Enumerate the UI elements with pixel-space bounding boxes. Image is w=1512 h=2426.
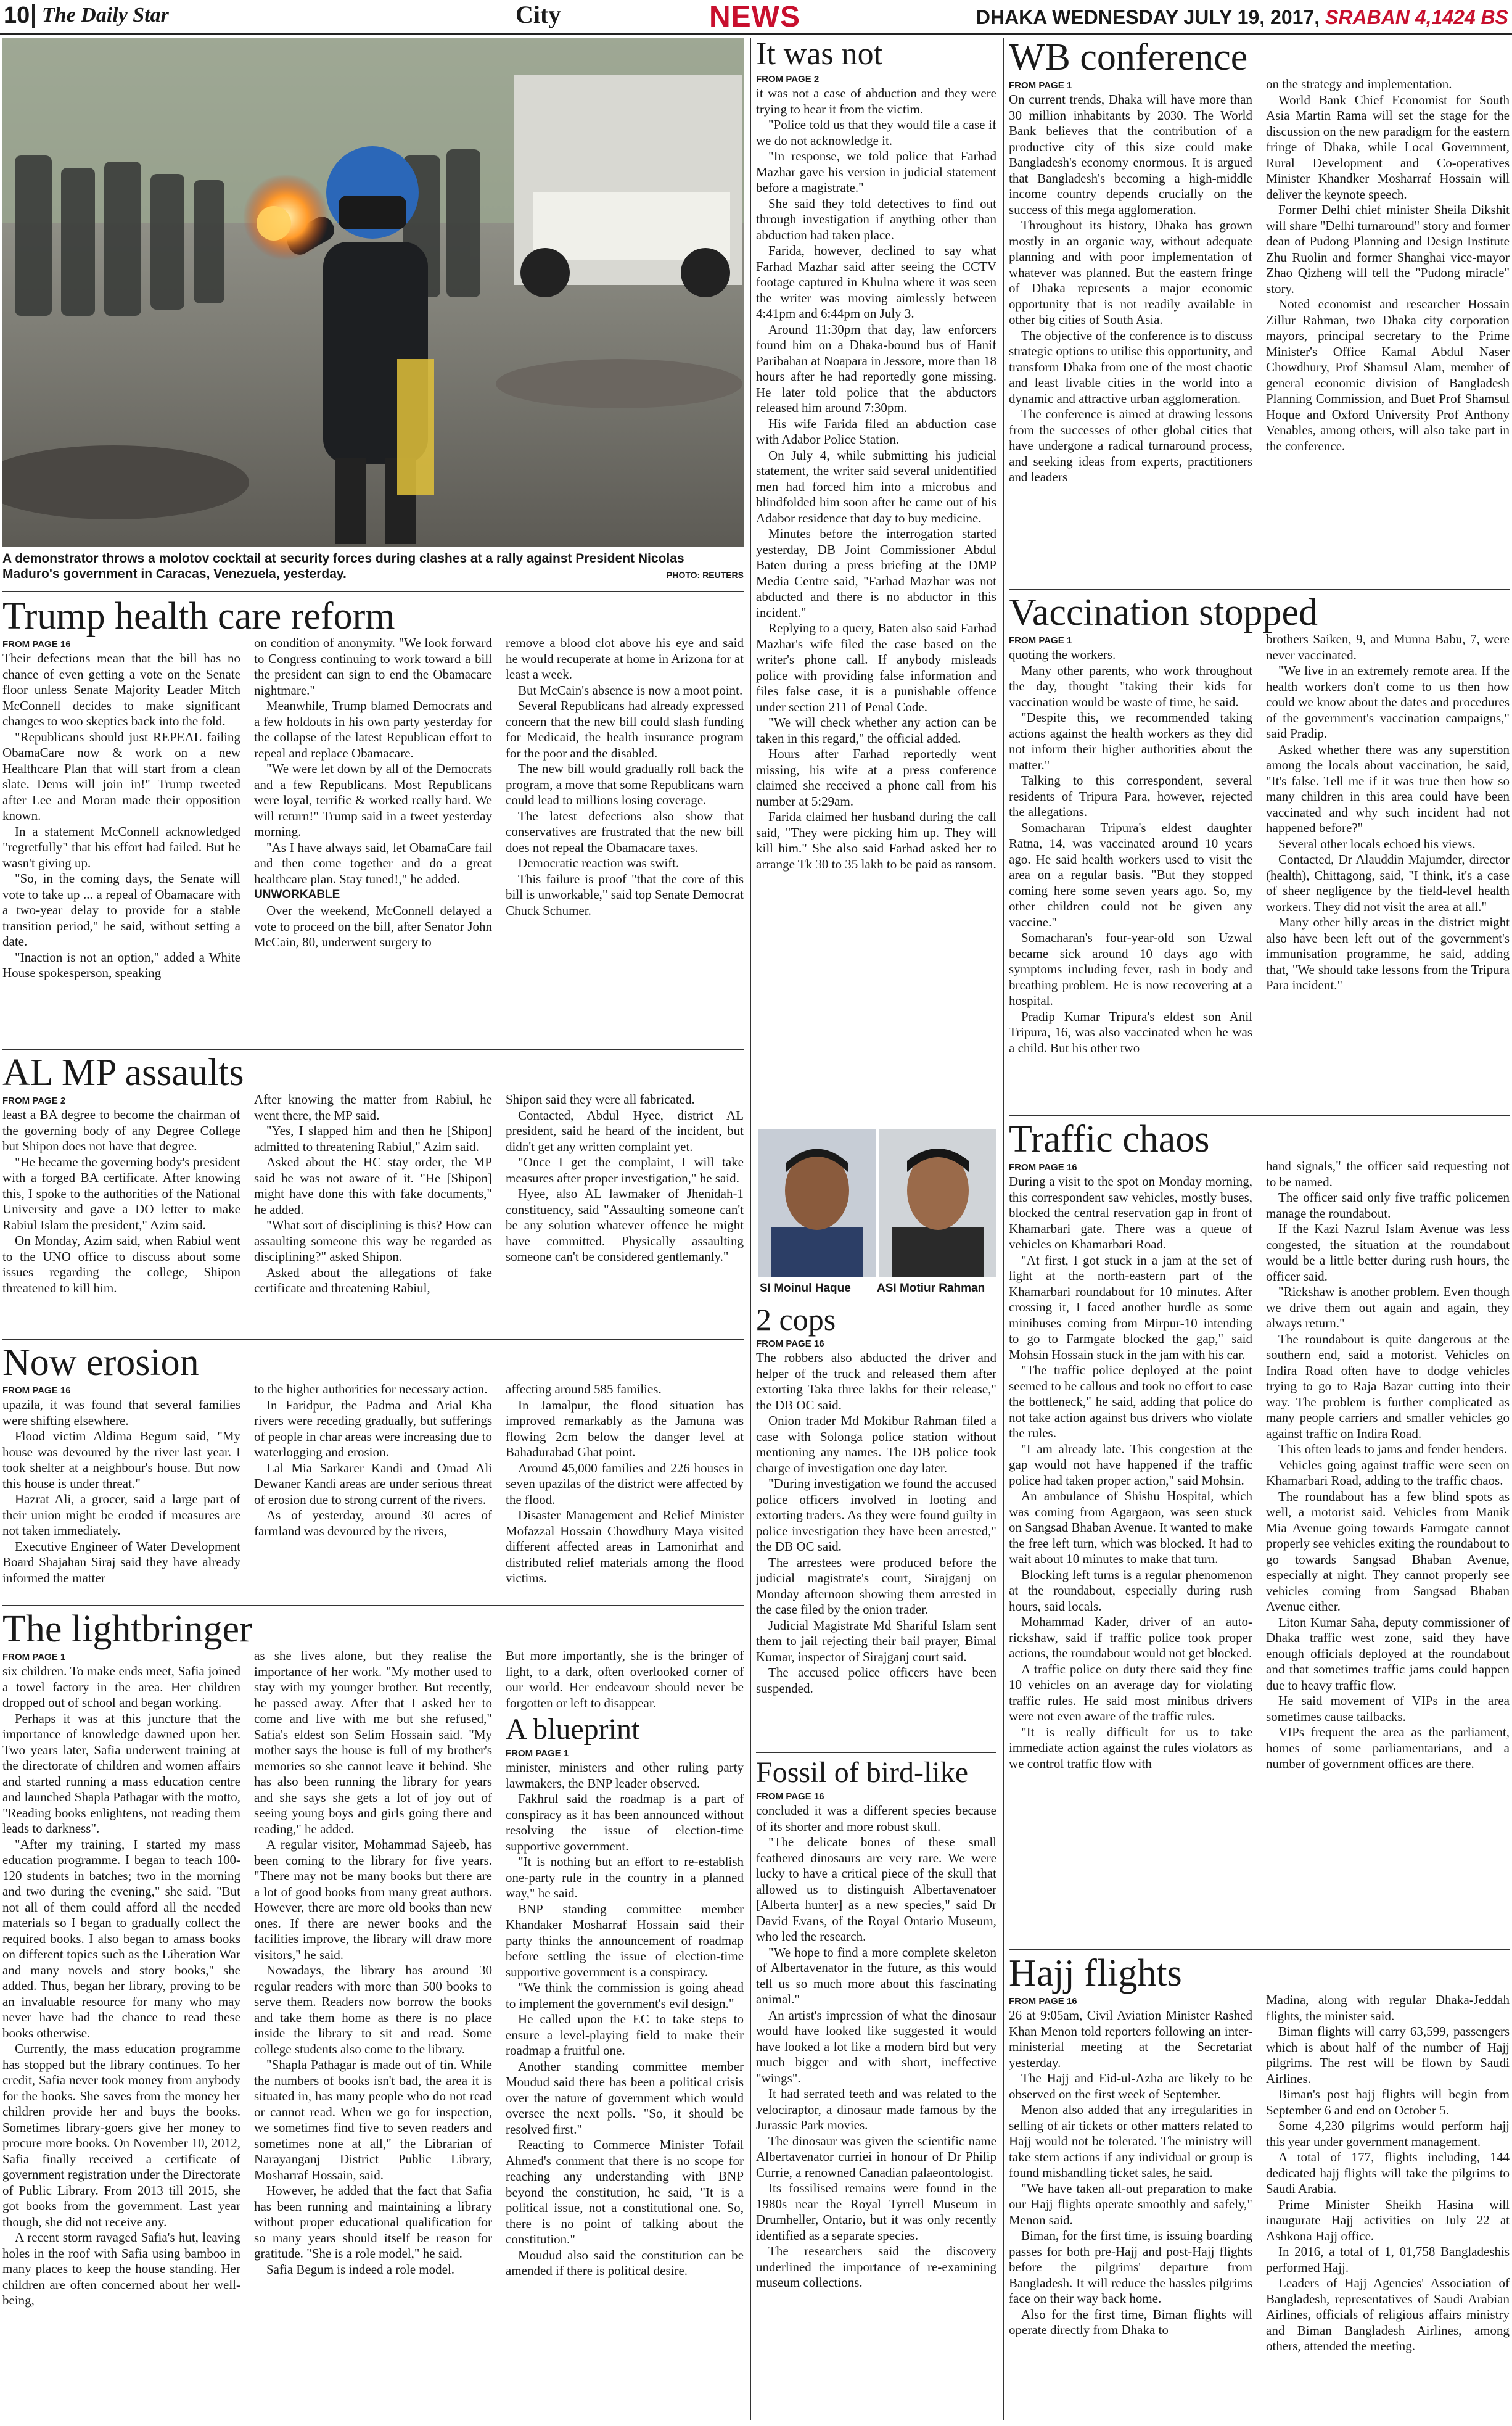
paragraph: "I am already late. This congestion at the gap would not have happened if the traffic police had taken proper action," said Mohsin. xyxy=(1009,1441,1252,1488)
paragraph: Nowadays, the library has around 30 regular readers with more than 500 books to serve them. Readers now borrow the books and take them home as there is no place inside the library to sit and read. Some college students also come to the library. xyxy=(254,1963,492,2057)
paragraph: But McCain's absence is now a moot point. xyxy=(518,682,743,698)
paragraph: The latest defections also show that conservatives are frustrated that the new bill does not repeal the Obamacare taxes. xyxy=(506,808,744,855)
paragraph: Lal Mia Sarkarer Kandi and Omad Ali Dewaner Kandi areas are under serious threat of erosion due to strong current of the rivers. xyxy=(254,1460,492,1507)
cop-portrait-left xyxy=(758,1129,876,1277)
headline: A blueprint xyxy=(506,1713,640,1746)
paragraph: Leaders of Hajj Agencies' Association of Bangladesh, representatives of Saudi Arabian Airlines, officials of religious affairs ministry and Biman Bangladesh Airlines, among others, attended the meeting. xyxy=(1266,2275,1510,2353)
column xyxy=(506,1092,744,1332)
paragraph: Menon also added that any irregularities in selling of air tickets or other matters related to Hajj would not be tolerated. The ministry will take stern actions if any individual or group is found mishandling ticket sales, he said. xyxy=(1009,2102,1252,2180)
headline: The lightbringer xyxy=(2,1608,252,1650)
column xyxy=(1266,1992,1510,2418)
article-traffic xyxy=(1009,1120,1510,1947)
paragraph: "We were let down by all of the Democrats and a few Republicans. Most Republicans were loyal, terrific & worked really hard. We will return!" Trump said in a tweet yesterday morning. xyxy=(254,761,492,839)
paragraph: Several Republicans had already expressed concern that the new bill could slash funding for Medicaid, the health insurance program for the poor and the disabled. xyxy=(506,698,744,761)
paragraph: "As I have always said, let ObamaCare fail and then come together and do a great healthcare plan. Stay tuned!," he added. xyxy=(254,840,492,886)
paragraph: Talking to this correspondent, several residents of Tripura Para, however, rejected the allegations. xyxy=(1009,773,1252,819)
paragraph: Judicial Magistrate Md Shariful Islam sent them to jail rejecting their bail prayer, Bimal Kumar, inspector of Sirajganj court said. xyxy=(756,1617,996,1664)
jump-label: FROM PAGE 16 xyxy=(756,1339,824,1349)
paragraph: If the Kazi Nazrul Islam Avenue was less congested, the situation at the roundabout would be a little better during rush hours, the officer said. xyxy=(1266,1221,1510,1284)
masthead xyxy=(0,0,1512,35)
column-rule xyxy=(750,38,751,2420)
paragraph: Their defections mean that the bill has no chance of even getting a vote on the Senate floor unless Senate Majority Leader Mitch McConnell decides to make significant changes to woo skeptics back into the fold. xyxy=(2,651,240,728)
paragraph: However, he added that the fact that Safia has been running and maintaining a library without proper educational qualification for so many years should itself be reason for gratitude. "She is a role model," he said. xyxy=(254,2183,492,2261)
column xyxy=(1266,1158,1510,1942)
paragraph: "It is nothing but an effort to re-establish one-party rule in the country in a planned way," he said. xyxy=(506,1854,744,1900)
paragraph: "Despite this, we recommended taking actions against the health workers as they did not inform their higher authorities about the matter." xyxy=(1009,710,1252,772)
paragraph: Somacharan Tripura's eldest daughter Ratna, 14, was vaccinated around 10 years ago. He said health workers used to visit the area on a regular basis. "But they stopped coming here some seven years ago. So, my other children could not be given any vaccine." xyxy=(1009,820,1252,930)
jump-label: FROM PAGE 16 xyxy=(756,1791,824,1802)
rule-after-traffic xyxy=(1009,1949,1510,1950)
paragraph: "It is really difficult for us to take immediate action against the rules violators as we control traffic flow with xyxy=(1009,1724,1252,1771)
paragraph: A traffic police on duty there said they fine 10 vehicles on an average day for violating traffic rules. He said most minibus drivers were not even aware of the traffic rules. xyxy=(1009,1661,1252,1723)
paragraph: The conference is aimed at drawing lessons from the successes of other global cities that have undergone a radical turnaround process, and seeking ideas from experts, practitioners and leaders xyxy=(1009,406,1252,484)
paragraph: Some 4,230 pilgrims would perform hajj this year under government management. xyxy=(1266,2118,1510,2149)
paragraph: Replying to a query, Baten also said Farhad Mazhar's wife filed the case based on the writer's phone call. If anybody misleads police with providing false information and files false case, it is a punishable offence under section 211 of Penal Code. xyxy=(756,621,996,714)
paragraph: In 2016, a total of 1, 01,758 Bangladeshis performed Hajj. xyxy=(1266,2244,1510,2275)
paragraph: Hours after Farhad reportedly went missing, his wife at a press conference claimed she received a phone call from his number at 5:29am. xyxy=(756,746,996,809)
headline: Hajj flights xyxy=(1009,1952,1182,1994)
article-trump xyxy=(2,597,744,1045)
article-erosion xyxy=(2,1343,744,1604)
column xyxy=(506,635,744,1036)
paragraph: "Once I get the complaint, I will take measures after proper investigation," he said. xyxy=(506,1155,744,1186)
jump-label: FROM PAGE 1 xyxy=(1009,80,1072,91)
column xyxy=(1009,76,1252,582)
column xyxy=(2,1648,240,2419)
paragraph: concluded it was a different species because of its shorter and more robust skull. xyxy=(756,1803,996,1834)
paragraph: A regular visitor, Mohammad Sajeeb, has been coming to the library for five years. "There may not be many books but there are a lot of good books from many great authors. However, there are more old books than new ones. If there are newer books and the facilities improve, the library will draw more visitors," he said. xyxy=(254,1837,492,1962)
paragraph: The dinosaur was given the scientific name Albertavenator curriei in honour of Dr Philip Currie, a renowned Canadian palaeontologist. xyxy=(756,2133,996,2180)
jump-label: FROM PAGE 1 xyxy=(506,1748,569,1759)
column xyxy=(2,1092,240,1332)
date-line xyxy=(976,6,1508,29)
paragraph: least a BA degree to become the chairman of the governing body of any Degree College but Shipon does not have that degree. xyxy=(2,1107,240,1153)
paragraph: Blocking left turns is a regular phenomenon at the roundabout, especially during rush hours, said locals. xyxy=(1009,1567,1252,1614)
paragraph: The robbers also abducted the driver and helper of the truck and released them after extorting Taka three lakhs for their release," the DB OC said. xyxy=(756,1350,996,1413)
column xyxy=(756,70,996,872)
paragraph: it was not a case of abduction and they were trying to hear it from the victim. xyxy=(756,86,996,117)
column-rule xyxy=(1003,38,1004,2420)
paragraph: On current trends, Dhaka will have more than 30 million inhabitants by 2030. The World Bank believes that the contribution of a productive city of this size could make Bangladesh's economy enormous. It is argued that Bangladesh's becoming a high-middle income country depends crucially on the success of this mega agglomeration. xyxy=(1009,92,1252,217)
rule-after-vaccination xyxy=(1009,1115,1510,1116)
paragraph: He called upon the EC to take steps to ensure a level-playing field to make their roadmap a fruitful one. xyxy=(506,2011,744,2058)
paragraph: 26 at 9:05am, Civil Aviation Minister Rashed Khan Menon told reporters following an inter-ministerial meeting at the Secretariat yesterday. xyxy=(1009,2008,1252,2070)
paragraph: Its fossilised remains were found in the 1980s near the Royal Tyrrell Museum in Drumheller, Ontario, but it was only recently identified as a separate species. xyxy=(756,2181,996,2243)
article-it-was-not xyxy=(756,38,996,1123)
headline: WB conference xyxy=(1009,36,1248,78)
column xyxy=(506,1648,744,2419)
caption-right: ASI Motiur Rahman xyxy=(877,1282,985,1295)
paragraph: "We have taken all-out preparation to make our Hajj flights operate smoothly and safely," Menon said. xyxy=(1009,2181,1252,2227)
paragraph: affecting around 585 families. xyxy=(506,1382,662,1397)
column xyxy=(254,635,492,1036)
paragraph: Throughout its history, Dhaka has grown mostly in an organic way, without adequate planning and with poor implementation of whatever was planned. But the eastern fringe of Dhaka represents a major economic opportunity that is not readily available in other big cities of South Asia. xyxy=(1009,218,1252,327)
paragraph: "He became the governing body's president with a forged BA certificate. After knowing this, I spoke to the authorities of the National University and gave a DO letter to make Rabiul Islam the president," Azim said. xyxy=(2,1154,240,1232)
paragraph: Hazrat Ali, a grocer, said a large part of their union might be eroded if measures are not taken immediately. xyxy=(2,1491,240,1538)
paragraph: An ambulance of Shishu Hospital, which was coming from Agargaon, was seen stuck on Sangsad Bhaban Avenue. It wanted to make the free left turn, which was blocked. It had to wait about 10 minutes to make that turn. xyxy=(1009,1488,1252,1566)
paragraph: "So, in the coming days, the Senate will vote to take up ... a repeal of Obamacare with a two-year delay to provide for a stable transition period," he said, without setting a date. xyxy=(2,871,240,949)
paragraph: to the higher authorities for necessary action. xyxy=(254,1382,488,1397)
demonstrator-photo-image xyxy=(2,38,744,547)
paragraph: His wife Farida filed an abduction case with Adabor Police Station. xyxy=(756,416,996,447)
photo-cop-left xyxy=(758,1129,876,1277)
paragraph: "After my training, I started my mass education programme. I began to teach 100-120 students in batches; two in the morning and two during the evening," she said. "But not all of them could afford all the needed materials so I began to gradually collect the required books. I also began to amass books on different topics such as the Liberation War and many novels and story books," she added. Thus, began her library, proving to be an invaluable resource for many who may never have had the chance to read these books otherwise. xyxy=(2,1836,240,2040)
paragraph: "In response, we told police that Farhad Mazhar gave his version in judicial statement before a magistrate." xyxy=(756,149,996,195)
jump-label: FROM PAGE 16 xyxy=(2,639,71,650)
paragraph: Several other locals echoed his views. xyxy=(1278,836,1476,851)
headline: Now erosion xyxy=(2,1342,199,1384)
column xyxy=(756,1335,996,1696)
page-number-divider xyxy=(32,4,35,28)
paragraph: Democratic reaction was swift. xyxy=(518,856,680,870)
jump-label: FROM PAGE 16 xyxy=(1009,1996,1077,2007)
paragraph: Perhaps it was at this juncture that the importance of knowledge dawned upon her. Two years later, Safia underwent training at the directorate of children and women affairs and started running a mass education centre and launched Shapla Pathagar with the motto, "Reading books enlightens, not reading them leads to darkness". xyxy=(2,1710,240,1836)
photo-caption xyxy=(2,551,744,582)
paragraph: She said they told detectives to find out through investigation if anything other than abduction had taken place. xyxy=(756,196,996,242)
paragraph: "We live in an extremely remote area. If the health workers don't come to us then how could we know about the dates and procedures of the government's vaccination campaigns," said Pradip. xyxy=(1266,663,1510,741)
photo-cop-right xyxy=(879,1129,996,1277)
paragraph: quoting the workers. xyxy=(1009,647,1116,662)
headline: Vaccination stopped xyxy=(1009,592,1318,633)
paragraph: Asked whether there was any superstition among the locals about vaccination, he said, "It's false. Tell me if it was true then how so many children in this area could have been vaccinated and why such incident had not happened before?" xyxy=(1266,741,1510,835)
headline: 2 cops xyxy=(756,1304,836,1337)
paragraph: On July 4, while submitting his judicial statement, the writer said several unidentified men had forced him into a microbus and blindfolded him soon after he came out of his Adabor residence that day to buy medicine. xyxy=(756,447,996,526)
paragraph: as she lives alone, but they realise the importance of her work. "My mother used to stay with my younger brother. But recently, he passed away. After that I asked her to come and live with me but she refused," Safia's eldest son Selim Hossain said. "My mother says the house is full of my brother's memories so she cannot leave it behind. She has also been running the library for years and she says she gets a lot of joy out of seeing young boys and girls going there and reading," he added. xyxy=(254,1648,492,1836)
paragraph: Mohammad Kader, driver of an auto-rickshaw, said if traffic police took proper actions, the roundabout would not get blocked. xyxy=(1009,1614,1252,1661)
paragraph: Around 45,000 families and 226 houses in seven upazilas of the district were affected by the flood. xyxy=(506,1460,744,1507)
paragraph: The arrestees were produced before the judicial magistrate's court, Sirajganj on Monday afternoon showing them arrested in the case filed by the onion trader. xyxy=(756,1554,996,1617)
jump-label: FROM PAGE 16 xyxy=(2,1385,71,1396)
paragraph: "During investigation we found the accused police officers involved in looting and extorting traders. As they were found guilty in police investigation they have been arrested," the DB OC said. xyxy=(756,1476,996,1554)
jump-label: FROM PAGE 1 xyxy=(2,1652,66,1662)
paragraph: The Hajj and Eid-ul-Azha are likely to be observed on the first week of September. xyxy=(1009,2071,1252,2102)
paragraph: Liton Kumar Saha, deputy commissioner of Dhaka traffic west zone, said they have enough officials deployed at the roundabout and that sometimes traffic jams could happen due to heavy traffic flow. xyxy=(1266,1614,1510,1693)
paragraph: Minutes before the interrogation started yesterday, DB Joint Commissioner Abdul Baten during a press briefing at the DMP Media Centre said, "Farhad Mazhar was not abducted and there is no abductor in this incident." xyxy=(756,526,996,620)
paragraph: As of yesterday, around 30 acres of farmland was devoured by the rivers, xyxy=(254,1508,492,1538)
paragraph: Prime Minister Sheikh Hasina will inaugurate Hajj activities on July 22 at Ashkona Hajj office. xyxy=(1266,2197,1510,2243)
article-fossil xyxy=(756,1758,996,2422)
rule-after-cops xyxy=(756,1752,996,1753)
paragraph: During a visit to the spot on Monday morning, this correspondent saw vehicles, mostly buses, blocked the central reservation gap in front of Khamarbari gate. There was a queue of vehicles on Khamarbari Road. xyxy=(1009,1174,1252,1252)
column xyxy=(254,1648,492,2419)
rule-after-caption xyxy=(2,591,744,592)
paragraph: A recent storm ravaged Safia's hut, leaving holes in the roof with Safia using bamboo in many places to keep the house standing. Her children are often concerned about her well-being, xyxy=(2,2230,240,2308)
paragraph: Madina, along with regular Dhaka-Jeddah flights, the minister said. xyxy=(1266,1992,1510,2023)
paragraph: "Inaction is not an option," added a White House spokesperson, speaking xyxy=(2,949,240,980)
paragraph: Pradip Kumar Tripura's eldest son Anil Tripura, 16, was also vaccinated when he was a child. But his other two xyxy=(1009,1009,1252,1055)
paragraph: Farida, however, declined to say what Farhad Mazhar said after seeing the CCTV footage captured in Khulna where it was seen the writer was moving aimlessly between 4:41pm and 6:44pm on July 3. xyxy=(756,243,996,321)
column xyxy=(1266,76,1510,582)
paragraph: Moudud also said the constitution can be amended if there is political desire. xyxy=(506,2247,744,2278)
paragraph: hand signals," the officer said requesting not to be named. xyxy=(1266,1158,1510,1189)
paragraph: Reacting to Commerce Minister Tofail Ahmed's comment that there is no scope for reaching any understanding with BNP beyond the constitution, he said, "It is a political issue, not a constitutional one. So, there is no point of talking about the constitution." xyxy=(506,2137,744,2247)
paragraph: Many other parents, who work throughout the day, thought "taking their kids for vaccination would be waste of time, he said. xyxy=(1009,662,1252,709)
headline: It was not xyxy=(756,38,883,72)
category-label: NEWS xyxy=(709,1,800,33)
gregorian-date: DHAKA WEDNESDAY JULY 19, 2017, xyxy=(976,6,1320,28)
paragraph: Meanwhile, Trump blamed Democrats and a few holdouts in his own party yesterday for the collapse of the latest Republican effort to repeal and replace Obamacare. xyxy=(254,698,492,761)
column xyxy=(506,1382,744,1599)
paragraph: minister, ministers and other ruling party lawmakers, the BNP leader observed. xyxy=(506,1760,744,1791)
headline: Traffic chaos xyxy=(1009,1118,1210,1160)
article-hajj xyxy=(1009,1954,1510,2423)
paragraph: World Bank Chief Economist for South Asia Martin Rama will set the stage for the discussion on the new paradigm for the eastern fringe of Dhaka, while Local Government, Rural Development and Co-operatives Minister Khandker Mosharraf Hossain will deliver the keynote speech. xyxy=(1266,92,1510,202)
column xyxy=(1009,632,1252,1107)
paragraph: Contacted, Abdul Hyee, district AL president, said he heard of the incident, but didn't get any written complaint yet. xyxy=(506,1107,744,1154)
paragraph: on the strategy and implementation. xyxy=(1266,76,1452,91)
paragraph: Disaster Management and Relief Minister Mofazzal Hossain Chowdhury Maya visited different affected areas in Lamonirhat and distributed relief materials among the flood victims. xyxy=(506,1508,744,1585)
headline: Trump health care reform xyxy=(2,595,395,637)
trump-col1 xyxy=(2,651,240,981)
article-al-mp xyxy=(2,1054,744,1337)
blueprint-nested xyxy=(506,1715,744,2279)
photo-demonstrator xyxy=(2,38,744,547)
paper-name: The Daily Star xyxy=(42,4,169,27)
column xyxy=(1009,1992,1252,2418)
paragraph: brothers Saiken, 9, and Munna Babu, 7, were never vaccinated. xyxy=(1266,632,1510,662)
paragraph: Vehicles going against traffic were seen on Khamarbari Road, adding to the traffic chaos. xyxy=(1266,1457,1510,1488)
paragraph: Somacharan's four-year-old son Uzwal became sick around 10 days ago with symptoms including fever, rash in body and breathing problem. He is now recovering at a hospital. xyxy=(1009,930,1252,1008)
paragraph: Biman, for the first time, is issuing boarding passes for both pre-Hajj and post-Hajj flights before the pilgrims' departure from Bangladesh. It will reduce the hassles pilgrims face on their way back home. xyxy=(1009,2228,1252,2306)
paragraph: Former Delhi chief minister Sheila Dikshit will share "Delhi turnaround" story and former dean of Pudong Planning and Design Institute Zhu Ruolin and former Shanghai vice-mayor Zhao Qizheng will tell the "Pudong miracle" story. xyxy=(1266,202,1510,296)
page-number: 10 xyxy=(4,2,30,28)
column xyxy=(254,1382,492,1599)
rule-after-al-mp xyxy=(2,1339,744,1340)
paragraph: "Shapla Pathagar is made out of tin. While the numbers of books isn't bad, the area it is situated in, has many people who do not read or cannot read. When we go for inspection, we sometimes find five to seven readers and sometimes none at all," the Librarian of Narayanganj District Public Library, Mosharraf Hossain, said. xyxy=(254,2057,492,2182)
paragraph: Safia Begum is indeed a role model. xyxy=(266,2261,455,2277)
paragraph: "Police told us that they would file a case if we do not acknowledge it. xyxy=(756,117,996,148)
subhead: UNWORKABLE xyxy=(254,888,340,901)
paragraph: VIPs frequent the area as the parliament, homes of some parliamentarians, and a number of government offices are there. xyxy=(1266,1725,1510,1771)
paragraph: "What sort of disciplining is this? How can assaulting someone this way be regarded as disciplining?" asked Shipon. xyxy=(254,1218,492,1264)
rule-after-wb xyxy=(1009,589,1510,590)
jump-label: FROM PAGE 16 xyxy=(1009,1162,1077,1173)
paragraph: Biman flights will carry 63,599, passengers which is about half of the number of Hajj pilgrims. The rest will be flown by Saudi Airlines. xyxy=(1266,2024,1510,2086)
paragraph: Currently, the mass education programme has stopped but the library continues. To her credit, Safia never took money from anybody for the books. She saves from the money her children provide her and buys the books. Sometimes library-goers give her money to procure more books. On November 10, 2012, Safia finally received a certificate of government registration under the Directorate of Public Library. From 2013 till 2015, she got books from the government. Last year though, she did not receive any. xyxy=(2,2041,240,2229)
headline: AL MP assaults xyxy=(2,1052,244,1094)
paragraph: But more importantly, she is the bringer of light, to a dark, often overlooked corner of our world. Her endeavour should never be forgotten or left to disappear. xyxy=(506,1648,744,1710)
paragraph: The officer said only five traffic policemen manage the roundabout. xyxy=(1266,1190,1510,1221)
paragraph: This failure is proof "that the core of this bill is unworkable," said top Senate Democrat Chuck Schumer. xyxy=(506,871,744,918)
paragraph: In Jamalpur, the flood situation has improved remarkably as the Jamuna was flowing 2cm below the danger level at Bahadurabad Ghat point. xyxy=(506,1397,744,1459)
paragraph: The researchers said the discovery underlined the importance of re-examining museum collections. xyxy=(756,2243,996,2290)
paragraph: "Rickshaw is another problem. Even though we drive them out again and again, they always return." xyxy=(1266,1284,1510,1331)
paragraph: Farida claimed her husband during the call said, "They were picking him up. They will kill him." She also said Farhad asked her to arrange Tk 30 to 35 lakh to be paid as ransom. xyxy=(756,809,996,872)
article-vaccination xyxy=(1009,593,1510,1112)
paragraph: on condition of anonymity. "We look forward to Congress continuing to work toward a bill the president can sign to end the Obamacare nightmare." xyxy=(254,635,492,698)
paragraph: Executive Engineer of Water Development Board Shajahan Siraj said they have already informed the matter xyxy=(2,1538,240,1585)
paragraph: It had serrated teeth and was related to the velociraptor, a dinosaur made famous by the Jurassic Park movies. xyxy=(756,2086,996,2132)
paragraph: six children. To make ends meet, Safia joined a towel factory in the area. Her children dropped out of school and began working. xyxy=(2,1664,240,1710)
section-name: City xyxy=(516,1,561,28)
jump-label: FROM PAGE 2 xyxy=(2,1095,66,1106)
paragraph: An artist's impression of what the dinosaur would have looked like suggested it would have looked a lot like a modern bird but very much bigger and with short, ineffective "wings". xyxy=(756,2007,996,2086)
paragraph: In a statement McConnell acknowledged "regretfully" that his effort had failed. But he wasn't giving up. xyxy=(2,823,240,870)
paragraph: Shipon said they were all fabricated. xyxy=(506,1092,695,1107)
photo-caption-text: A demonstrator throws a molotov cocktail at security forces during clashes at a rally against President Nicolas Maduro's government in Caracas, Venezuela, yesterday. xyxy=(2,551,684,581)
paragraph: Another standing committee member Moudud said there has been a political crisis over the nature of government which would oversee the next polls. "So, it should be resolved first." xyxy=(506,2058,744,2137)
paragraph: Over the weekend, McConnell delayed a vote to proceed on the bill, after Senator John McCain, 80, underwent surgery to xyxy=(254,903,492,949)
jump-label: FROM PAGE 1 xyxy=(1009,635,1072,646)
paragraph: Also for the first time, Biman flights will operate directly from Dhaka to xyxy=(1009,2306,1252,2337)
paragraph: The new bill would gradually roll back the program, a move that some Republicans warn could lead to millions losing coverage. xyxy=(506,761,744,807)
paragraph: Many other hilly areas in the district might also have been left out of the government's immunisation programme, he said, adding that, "We should take lessons from the Tripura Para incident." xyxy=(1266,915,1510,992)
paragraph: Flood victim Aldima Begum said, "My house was devoured by the river last year. I took shelter at a neighbour's house. But now this house is under threat." xyxy=(2,1429,240,1491)
paragraph: The roundabout is quite dangerous at the southern end, said a motorist. Vehicles on Indira Road often have to dodge vehicles trying to go to Raja Bazar cutting into their way. The problem is further complicated as many people carriers and smaller vehicles go against traffic on Indira Road. xyxy=(1266,1331,1510,1441)
paragraph: "Yes, I slapped him and then he [Shipon] admitted to threatening Rabiul," Azim said. xyxy=(254,1123,492,1154)
paragraph: Around 11:30pm that day, law enforcers found him on a Dhaka-bound bus of Hanif Paribahan at Noapara in Jessore, more than 18 hours after he had reportedly gone missing. He later told police that the abductors released him around 7:30pm. xyxy=(756,321,996,415)
caption-left: SI Moinul Haque xyxy=(760,1282,851,1295)
rule-after-trump xyxy=(2,1049,744,1050)
headline: Fossil of bird-like xyxy=(756,1758,968,1789)
paragraph: Asked about the allegations of fake certificate and threatening Rabiul, xyxy=(254,1265,492,1295)
paragraph: A total of 177, flights including, 144 dedicated hajj flights will take the pilgrims to Saudi Arabia. xyxy=(1266,2150,1510,2196)
article-2-cops xyxy=(756,1304,996,1723)
column xyxy=(756,1788,996,2291)
paragraph: Fakhrul said the roadmap is a part of conspiracy as it has been announced without resolving the issue of election-time supportive government. xyxy=(506,1791,744,1854)
photo-credit: PHOTO: REUTERS xyxy=(667,570,744,580)
paragraph: After knowing the matter from Rabiul, he went there, the MP said. xyxy=(254,1092,492,1123)
paragraph: The roundabout has a few blind spots as well, a motorist said. Vehicles from Manik Mia Avenue going towards Farmgate cannot properly see vehicles exiting the roundabout to go towards Sangsad Bhaban Avenue, especially at night. They cannot properly see vehicles coming from Sangsad Bhaban Avenue either. xyxy=(1266,1488,1510,1614)
paragraph: "At first, I got stuck in a jam at the set of light at the north-eastern part of the Khamarbari roundabout for 10 minutes. After crossing it, I faced another hurdle as some minibuses coming from Mirpur-10 intending to go to Farmgate blocked the gap," said Mohsin Hossain stuck in the jam with his car. xyxy=(1009,1252,1252,1362)
column xyxy=(1009,1158,1252,1942)
paragraph: Asked about the HC stay order, the MP said he was not aware of it. "He [Shipon] might have done this with fake documents," he added. xyxy=(254,1155,492,1217)
paragraph: upazila, it was found that several families were shifting elsewhere. xyxy=(2,1397,240,1428)
article-wb-conference xyxy=(1009,38,1510,587)
rule-after-erosion xyxy=(2,1605,744,1606)
column xyxy=(2,635,240,1036)
paragraph: On Monday, Azim said, when Rabiul went to the UNO office to discuss about some issues regarding the college, Shipon threatened to kill him. xyxy=(2,1233,240,1295)
paragraph: Noted economist and researcher Hossain Zillur Rahman, two Dhaka city corporation mayors, principal secretary to the Prime Minister's Office Kamal Abdul Naser Chowdhury, Prof Shamsul Alam, member of general economic division of Bangladesh Planning Commission, and Buet Prof Shamsul Hoque and Oxford University Prof Anthony Venables, among others, will also take part in the conference. xyxy=(1266,297,1510,453)
paragraph: "Republicans should just REPEAL failing ObamaCare now & work on a new Healthcare Plan that will start from a clean slate. Dems will join in!" Trump tweeted after Lee and Moran made their opposition known. xyxy=(2,729,240,823)
paragraph: The objective of the conference is to discuss strategic options to utilise this opportunity, and transform Dhaka from one of the most chaotic and least livable cities in the world into a dynamic and attractive urban agglomeration. xyxy=(1009,328,1252,406)
paragraph: BNP standing committee member Khandaker Mosharraf Hossain said their party thinks the announcement of roadmap before settling the issue of election-time supportive government is a conspiracy. xyxy=(506,1901,744,1979)
jump-label: FROM PAGE 2 xyxy=(756,74,820,85)
column xyxy=(1266,632,1510,1107)
paragraph: Biman's post hajj flights will begin from September 6 and end on October 5. xyxy=(1266,2087,1510,2118)
cop-portrait-right xyxy=(879,1129,996,1277)
paragraph: "We hope to find a more complete skeleton of Albertavenator in the future, as this would tell us so much more about this fascinating animal." xyxy=(756,1944,996,2007)
paragraph: The accused police officers have been suspended. xyxy=(756,1665,996,1696)
paragraph: remove a blood clot above his eye and said he would recuperate at home in Arizona for at least a week. xyxy=(506,635,744,682)
paragraph: Hyee, also AL lawmaker of Jhenidah-1 constituency, said "Assaulting someone can't be any solution whatever offence he might have committed. Physically assaulting someone can't be considered gentlemanly." xyxy=(506,1186,744,1264)
paragraph: Onion trader Md Mokibur Rahman filed a case with Solonga police station without mentioning any names. The DB police took charge of investigation one day later. xyxy=(756,1413,996,1475)
paragraph: Contacted, Dr Alauddin Majumder, director (health), Chittagong, said, "I think, it's a case of sheer negligence by the field-level health workers. They did not visit the area at all." xyxy=(1266,852,1510,914)
column xyxy=(2,1382,240,1599)
bangla-date: SRABAN 4,1424 BS xyxy=(1325,6,1508,28)
paragraph: He said movement of VIPs in the area sometimes cause tailbacks. xyxy=(1266,1693,1510,1724)
paragraph: "We think the commission is going ahead to implement the government's evil design." xyxy=(506,1980,744,2011)
paragraph: "The delicate bones of these small feathered dinosaurs are very rare. We were lucky to have a critical piece of the skull that allowed us to distinguish Albertavenatoer [Alberta hunter] as a new species," said Dr David Evans, of the Royal Ontario Museum, who led the research. xyxy=(756,1834,996,1944)
article-lightbringer xyxy=(2,1610,744,2423)
paragraph: This often leads to jams and fender benders. xyxy=(1278,1442,1507,1456)
column xyxy=(254,1092,492,1332)
paragraph: "We will check whether any action can be taken in this regard," the official added. xyxy=(756,715,996,746)
paragraph: "The traffic police deployed at the point seemed to be callous and took no effort to ease the bottleneck," he said, adding that police do not take action against bus drivers who violate the rules. xyxy=(1009,1363,1252,1440)
paragraph: In Faridpur, the Padma and Arial Kha rivers were receding gradually, but sufferings of people in char areas were increasing due to waterlogging and erosion. xyxy=(254,1397,492,1459)
